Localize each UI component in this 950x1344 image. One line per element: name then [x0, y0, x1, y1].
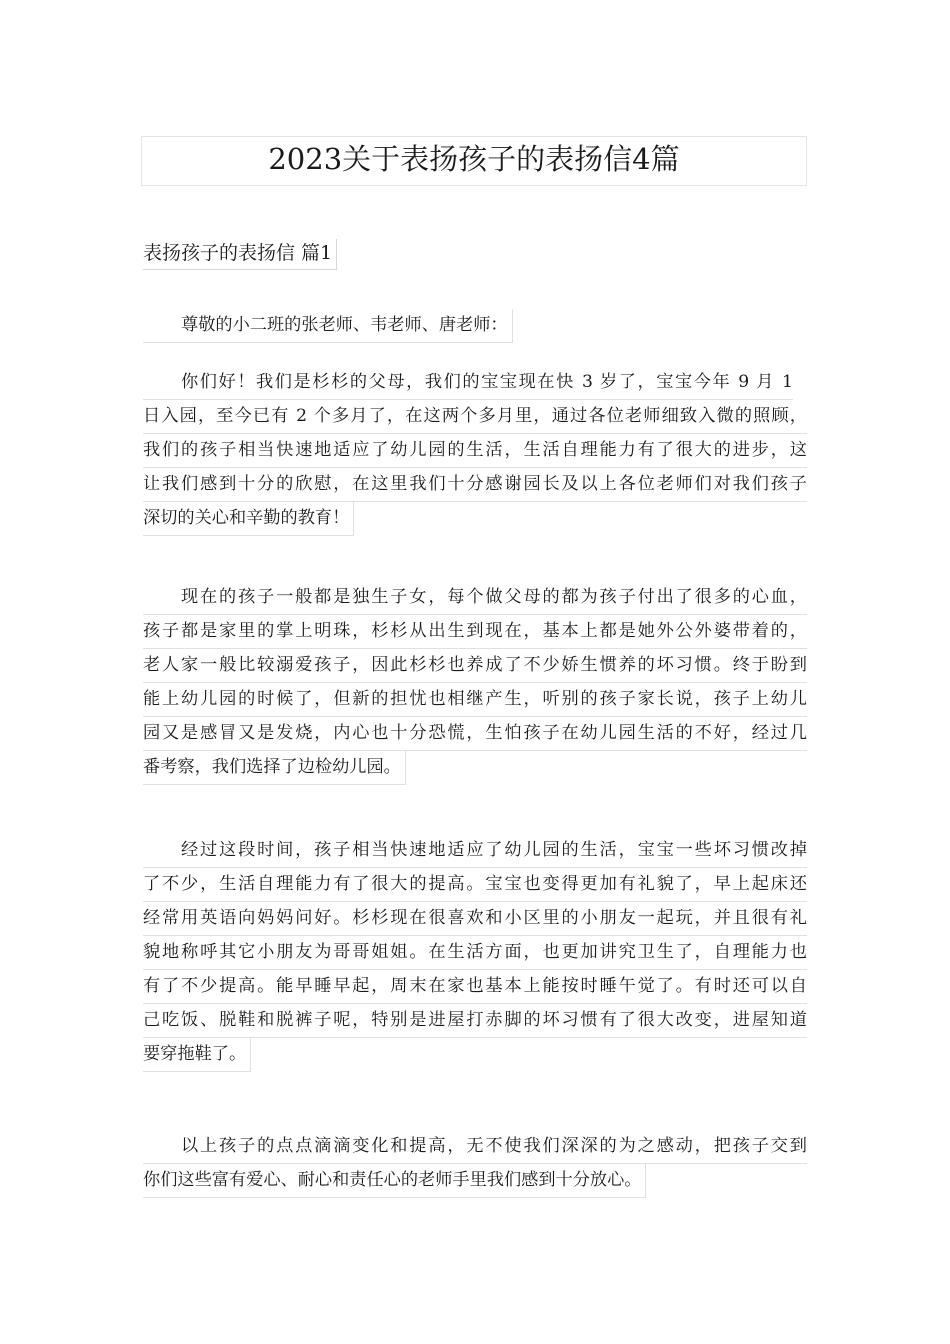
paragraph-line: 能上幼儿园的时候了，但新的担忧也相继产生，听别的孩子家长说，孩子上幼儿 [143, 683, 807, 717]
paragraph-line: 现在的孩子一般都是独生子女，每个做父母的都为孩子付出了很多的心血， [143, 581, 807, 615]
paragraph-4 [143, 834, 807, 1072]
paragraph-line: 老人家一般比较溺爱孩子，因此杉杉也养成了不少娇生惯养的坏习惯。终于盼到 [143, 649, 807, 683]
paragraph-line: 貌地称呼其它小朋友为哥哥姐姐。在生活方面，也更加讲究卫生了，自理能力也 [143, 936, 807, 970]
paragraph-line: 要穿拖鞋了。 [143, 1038, 251, 1072]
paragraph-salutation [143, 309, 807, 343]
paragraph-line: 经过这段时间，孩子相当快速地适应了幼儿园的生活，宝宝一些坏习惯改掉 [143, 834, 807, 868]
paragraph-line: 你们这些富有爱心、耐心和责任心的老师手里我们感到十分放心。 [143, 1164, 646, 1198]
paragraph-3 [143, 581, 807, 785]
paragraph-line: 经常用英语向妈妈问好。杉杉现在很喜欢和小区里的小朋友一起玩，并且很有礼 [143, 902, 807, 936]
paragraph-2 [143, 366, 807, 536]
paragraph-line: 以上孩子的点点滴滴变化和提高，无不使我们深深的为之感动，把孩子交到 [143, 1130, 807, 1164]
paragraph-line: 深切的关心和辛勤的教育！ [143, 502, 354, 536]
paragraph-line: 了不少，生活自理能力有了很大的提高。宝宝也变得更加有礼貌了，早上起床还 [143, 868, 807, 902]
paragraph-line: 我们的孩子相当快速地适应了幼儿园的生活，生活自理能力有了很大的进步，这 [143, 434, 807, 468]
paragraph-line: 番考察，我们选择了边检幼儿园。 [143, 751, 406, 785]
document-title: 2023关于表扬孩子的表扬信4篇 [141, 136, 807, 186]
paragraph-5 [143, 1130, 807, 1198]
paragraph-line: 园又是感冒又是发烧，内心也十分恐慌，生怕孩子在幼儿园生活的不好，经过几 [143, 717, 807, 751]
section-heading: 表扬孩子的表扬信 篇1 [143, 239, 337, 270]
paragraph-line: 让我们感到十分的欣慰，在这里我们十分感谢园长及以上各位老师们对我们孩子 [143, 468, 807, 502]
paragraph-line: 日入园，至今已有 2 个多月了，在这两个多月里，通过各位老师细致入微的照顾， [143, 400, 807, 434]
paragraph-line: 尊敬的小二班的张老师、韦老师、唐老师： [143, 309, 513, 343]
paragraph-line: 孩子都是家里的掌上明珠，杉杉从出生到现在，基本上都是她外公外婆带着的， [143, 615, 807, 649]
paragraph-line: 己吃饭、脱鞋和脱裤子呢，特别是进屋打赤脚的坏习惯有了很大改变，进屋知道 [143, 1004, 807, 1038]
paragraph-line: 有了不少提高。能早睡早起，周末在家也基本上能按时睡午觉了。有时还可以自 [143, 970, 807, 1004]
paragraph-line: 你们好！我们是杉杉的父母，我们的宝宝现在快 3 岁了，宝宝今年 9 月 1 [143, 366, 793, 400]
